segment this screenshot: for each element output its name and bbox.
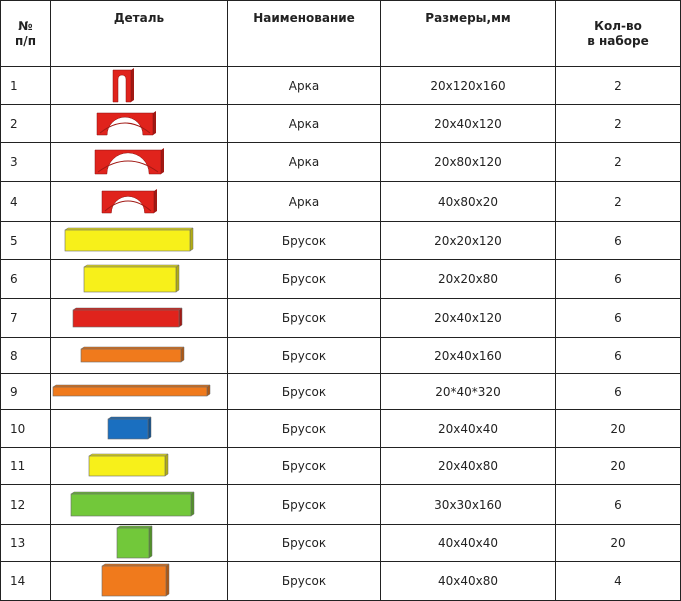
part-name: Брусок (228, 222, 381, 260)
header-quantity (556, 1, 681, 67)
part-size: 20x40x80 (381, 448, 556, 485)
table-row (1, 299, 681, 338)
part-illustration (51, 374, 227, 409)
table-row (1, 143, 681, 182)
part-name: Брусок (228, 562, 381, 601)
table-row (1, 525, 681, 562)
part-illustration-cell (51, 525, 228, 562)
part-illustration-cell (51, 105, 228, 143)
table-row (1, 260, 681, 299)
part-size: 20x20x80 (381, 260, 556, 299)
part-quantity: 6 (556, 374, 681, 410)
row-number: 14 (1, 562, 51, 601)
header-quantity-line1: Кол-во (594, 18, 642, 33)
part-quantity: 2 (556, 105, 681, 143)
part-name: Брусок (228, 448, 381, 485)
part-name: Брусок (228, 525, 381, 562)
header-name: Наименование (228, 1, 381, 67)
part-name: Арка (228, 67, 381, 105)
part-quantity: 2 (556, 182, 681, 222)
header-number-line2: п/п (15, 33, 36, 48)
part-quantity: 6 (556, 299, 681, 338)
part-illustration (51, 338, 227, 373)
part-illustration (51, 67, 227, 104)
bar-part-icon (117, 526, 152, 558)
arch-part-icon (102, 189, 157, 213)
row-number: 12 (1, 485, 51, 525)
part-illustration-cell (51, 338, 228, 374)
part-illustration-cell (51, 410, 228, 448)
bar-part-icon (71, 492, 194, 516)
part-quantity: 6 (556, 485, 681, 525)
part-size: 20x80x120 (381, 143, 556, 182)
header-row (1, 1, 681, 67)
bar-part-icon (84, 265, 179, 292)
part-size: 40x80x20 (381, 182, 556, 222)
part-size: 40x40x40 (381, 525, 556, 562)
part-name: Арка (228, 105, 381, 143)
part-illustration (51, 105, 227, 142)
table-row (1, 338, 681, 374)
header-number-line1: № (18, 18, 33, 33)
row-number: 9 (1, 374, 51, 410)
table-row (1, 485, 681, 525)
part-illustration-cell (51, 260, 228, 299)
row-number: 4 (1, 182, 51, 222)
row-number: 7 (1, 299, 51, 338)
row-number: 6 (1, 260, 51, 299)
table-row (1, 182, 681, 222)
row-number: 13 (1, 525, 51, 562)
part-quantity: 4 (556, 562, 681, 601)
part-illustration-cell (51, 67, 228, 105)
part-name: Брусок (228, 485, 381, 525)
part-size: 20x20x120 (381, 222, 556, 260)
row-number: 1 (1, 67, 51, 105)
part-size: 40x40x80 (381, 562, 556, 601)
part-size: 20x120x160 (381, 67, 556, 105)
row-number: 3 (1, 143, 51, 182)
table-row (1, 448, 681, 485)
row-number: 5 (1, 222, 51, 260)
part-illustration-cell (51, 374, 228, 410)
part-illustration-cell (51, 448, 228, 485)
part-name: Брусок (228, 299, 381, 338)
part-illustration (51, 410, 227, 447)
header-size: Размеры,мм (381, 1, 556, 67)
bar-part-icon (102, 564, 169, 596)
table-row (1, 67, 681, 105)
part-illustration (51, 143, 227, 181)
bar-part-icon (108, 417, 151, 439)
part-quantity: 2 (556, 67, 681, 105)
part-illustration-cell (51, 143, 228, 182)
part-illustration (51, 222, 227, 259)
part-name: Брусок (228, 374, 381, 410)
row-number: 8 (1, 338, 51, 374)
part-quantity: 6 (556, 222, 681, 260)
arch-part-icon (113, 68, 134, 102)
table-row (1, 105, 681, 143)
bar-part-icon (53, 385, 210, 396)
bar-part-icon (89, 454, 168, 476)
table-row (1, 410, 681, 448)
part-illustration-cell (51, 182, 228, 222)
part-illustration-cell (51, 299, 228, 338)
part-illustration (51, 260, 227, 298)
part-name: Брусок (228, 410, 381, 448)
header-number (1, 1, 51, 67)
part-size: 20*40*320 (381, 374, 556, 410)
part-name: Арка (228, 182, 381, 222)
part-illustration (51, 562, 227, 600)
part-quantity: 20 (556, 525, 681, 562)
bar-part-icon (81, 347, 184, 362)
part-quantity: 20 (556, 410, 681, 448)
part-illustration-cell (51, 485, 228, 525)
arch-part-icon (95, 148, 164, 174)
part-illustration (51, 448, 227, 484)
part-quantity: 2 (556, 143, 681, 182)
part-illustration-cell (51, 562, 228, 601)
table-row (1, 562, 681, 601)
arch-part-icon (97, 111, 156, 135)
part-size: 30x30x160 (381, 485, 556, 525)
part-quantity: 6 (556, 338, 681, 374)
row-number: 2 (1, 105, 51, 143)
row-number: 11 (1, 448, 51, 485)
part-size: 20x40x120 (381, 105, 556, 143)
table-row (1, 222, 681, 260)
header-quantity-line2: в наборе (587, 33, 649, 48)
header-part: Деталь (51, 1, 228, 67)
part-illustration (51, 182, 227, 221)
part-name: Арка (228, 143, 381, 182)
part-quantity: 20 (556, 448, 681, 485)
part-size: 20x40x40 (381, 410, 556, 448)
part-name: Брусок (228, 338, 381, 374)
part-size: 20x40x160 (381, 338, 556, 374)
bar-part-icon (65, 228, 193, 251)
bar-part-icon (73, 308, 182, 327)
part-size: 20x40x120 (381, 299, 556, 338)
part-quantity: 6 (556, 260, 681, 299)
part-illustration (51, 299, 227, 337)
part-name: Брусок (228, 260, 381, 299)
part-illustration-cell (51, 222, 228, 260)
part-illustration (51, 525, 227, 561)
part-illustration (51, 485, 227, 524)
table-row (1, 374, 681, 410)
row-number: 10 (1, 410, 51, 448)
